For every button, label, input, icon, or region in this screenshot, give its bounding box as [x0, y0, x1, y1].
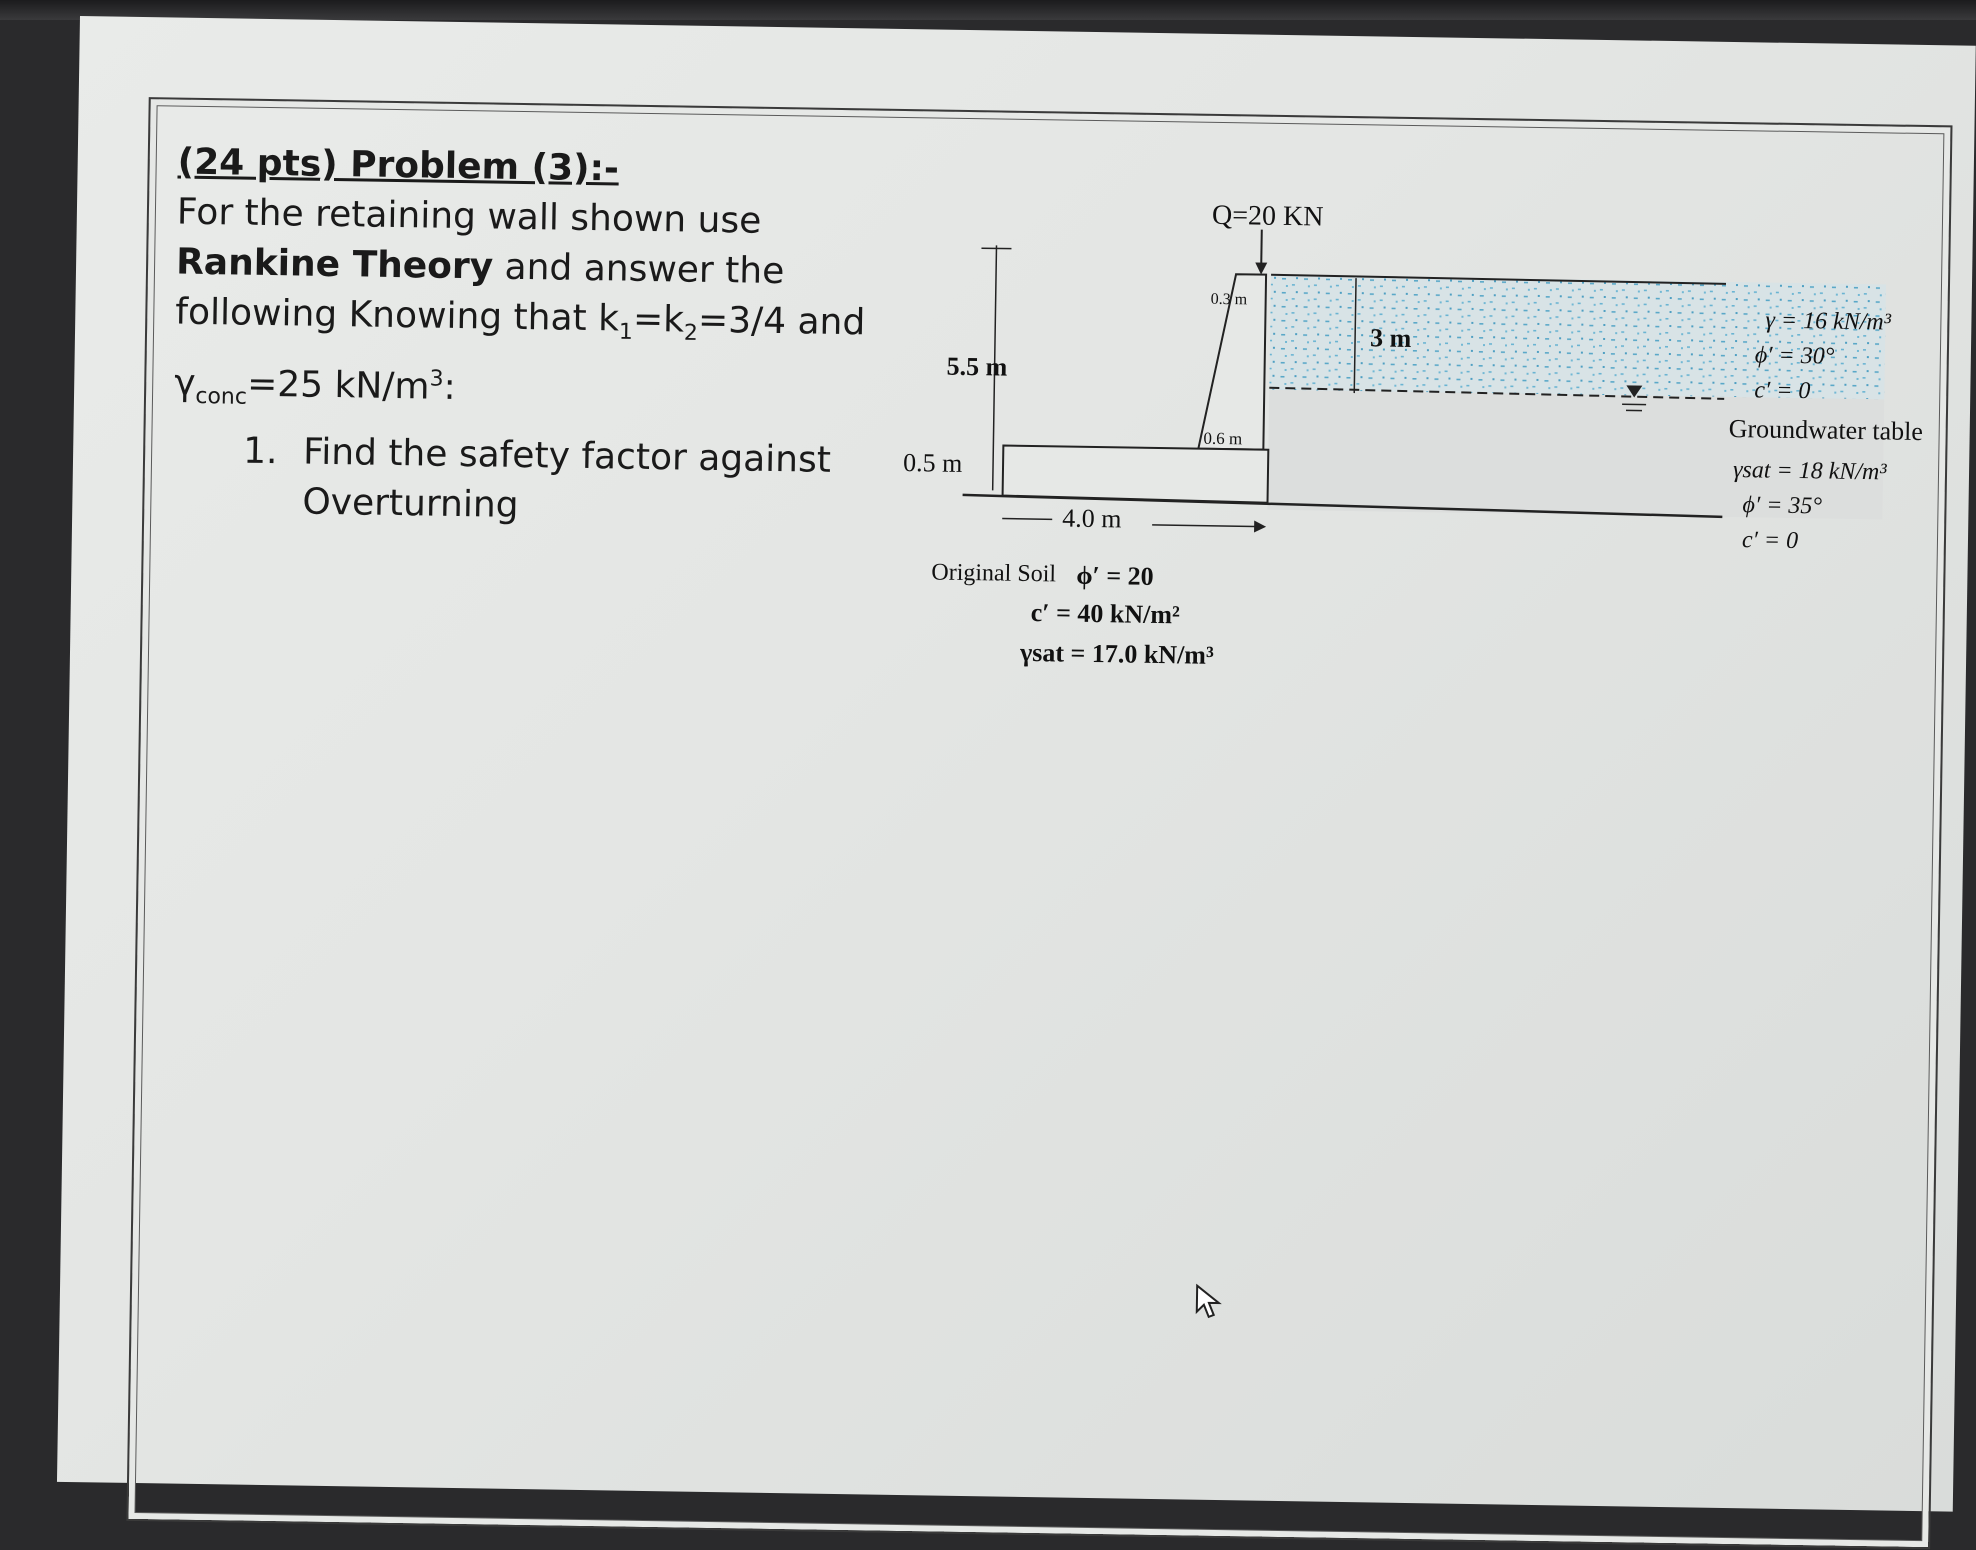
stem-base-label: 0.6 m — [1203, 429, 1242, 449]
original-soil-phi: ϕ′ = 20 — [1076, 561, 1154, 591]
base-width-arrow-head — [1254, 521, 1266, 533]
height-label: 5.5 m — [946, 352, 1007, 382]
base-width-label: 4.0 m — [1062, 503, 1122, 533]
problem-line-1: For the retaining wall shown use — [177, 188, 898, 249]
gamma-subscript: conc — [195, 384, 247, 410]
original-soil-c: c′ = 40 kN/m² — [1031, 598, 1181, 629]
k-equals: =k — [633, 299, 685, 341]
gamma-superscript: 3 — [429, 367, 443, 392]
item-text: Find the safety factor against Overturning — [302, 432, 831, 526]
problem-statement — [172, 138, 898, 538]
lower-soil-phi: ϕ′ = 35° — [1742, 492, 1822, 519]
k-value: =3/4 and — [698, 300, 866, 344]
load-arrow-head — [1255, 262, 1267, 274]
wall-base — [1003, 446, 1269, 503]
k1-subscript: 1 — [619, 320, 633, 345]
rankine-theory-text: Rankine Theory — [176, 242, 494, 288]
base-width-dim-right — [1152, 525, 1262, 527]
k-text: following Knowing that k — [175, 292, 619, 340]
base-width-dim-left — [1002, 519, 1052, 520]
upper-soil-c: c′ = 0 — [1754, 377, 1811, 404]
lower-soil-c: c′ = 0 — [1742, 527, 1799, 554]
problem-line-2-rest: and answer the — [493, 247, 785, 293]
problem-line-3 — [175, 288, 896, 362]
gamma-end: : — [443, 367, 456, 408]
list-item — [242, 427, 893, 537]
problem-line-4 — [174, 351, 895, 433]
upper-soil-phi: ϕ′ = 30° — [1755, 342, 1835, 369]
lower-soil-gamma-sat: γsat = 18 kN/m³ — [1733, 457, 1888, 485]
original-soil-label: Original Soil — [931, 559, 1056, 587]
upper-layer-label: 3 m — [1370, 323, 1412, 353]
problem-heading: (24 pts) Problem (3):- — [177, 138, 898, 199]
item-number: 1. — [243, 427, 304, 478]
base-thickness-label: 0.5 m — [903, 448, 963, 478]
load-label: Q=20 KN — [1212, 200, 1324, 233]
original-soil-gamma-sat: γsat = 17.0 kN/m³ — [1019, 638, 1214, 670]
mouse-cursor-icon — [1195, 1284, 1226, 1320]
k2-subscript: 2 — [684, 321, 698, 346]
monitor-bezel — [0, 0, 1976, 20]
gamma-value: =25 kN/m — [247, 364, 430, 408]
document-screen — [57, 16, 1976, 1512]
upper-soil-gamma: γ = 16 kN/m³ — [1765, 308, 1892, 336]
gamma-symbol: γ — [174, 363, 196, 404]
groundwater-label: Groundwater table — [1728, 414, 1923, 446]
retaining-wall-figure — [897, 199, 1957, 835]
top-width-label: 0.3 m — [1211, 291, 1248, 309]
